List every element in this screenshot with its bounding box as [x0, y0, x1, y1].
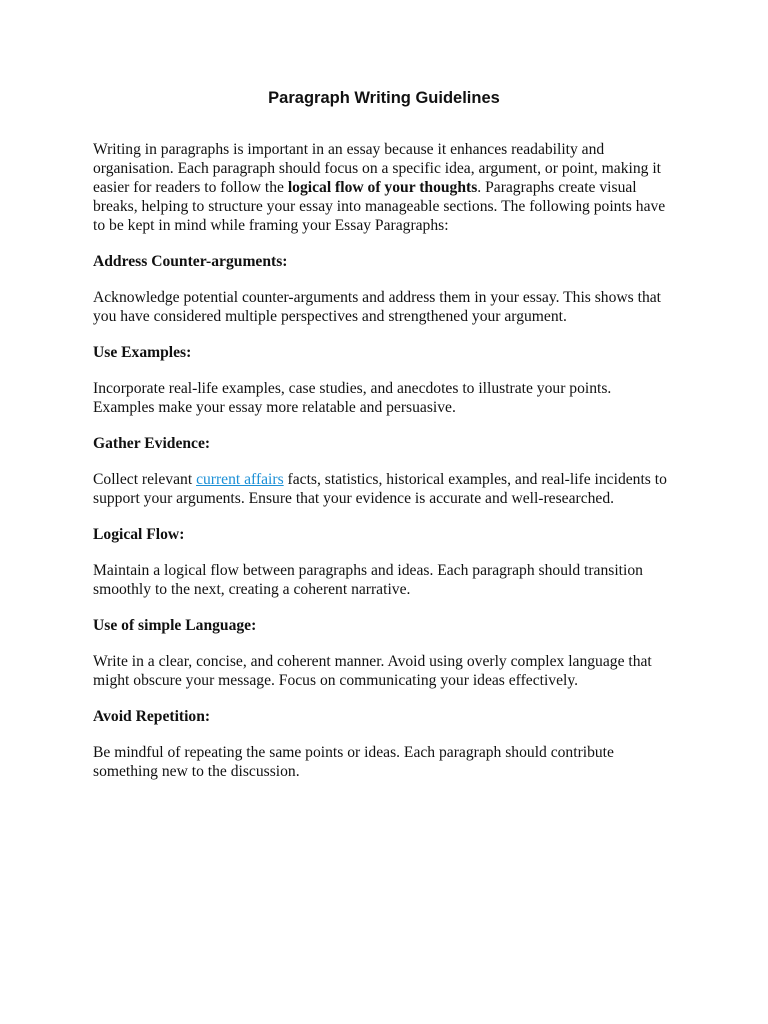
section-heading-use-examples: Use Examples: — [93, 344, 192, 361]
section-body-use-examples: Incorporate real-life examples, case studies, and anecdotes to illustrate your points. Examples make your essay more relatable and persuasive. — [93, 380, 612, 416]
intro-bold-phrase: logical flow of your thoughts — [287, 179, 478, 196]
page-title: Paragraph Writing Guidelines — [268, 89, 500, 107]
intro-text-2: . Paragraphs create visual breaks, helping to structure your essay into manageable sections. The following points have to be kept in mind while framing your Essay Paragraphs: — [93, 179, 666, 234]
section-heading-simple-language: Use of simple Language: — [93, 617, 257, 634]
evidence-text-before: Collect relevant — [93, 471, 197, 488]
intro-text-1: Writing in paragraphs is important in an essay because it enhances readability and organisation. Each paragraph should focus on a specific idea, argument, or point, making it easier for readers to follow the — [93, 141, 662, 196]
section-heading-avoid-repetition: Avoid Repetition: — [93, 708, 211, 725]
section-body-logical-flow: Maintain a logical flow between paragraphs and ideas. Each paragraph should transition smoothly to the next, creating a coherent narrative. — [93, 562, 643, 598]
section-body-gather-evidence — [93, 470, 675, 508]
current-affairs-link[interactable]: current affairs — [196, 471, 284, 488]
section-heading-counter-arguments: Address Counter-arguments: — [93, 253, 288, 270]
section-body-simple-language: Write in a clear, concise, and coherent manner. Avoid using overly complex language that might obscure your message. Focus on communicating your ideas effectively. — [93, 653, 652, 689]
evidence-text-after: facts, statistics, historical examples, and real-life incidents to support your arguments. Ensure that your evidence is accurate and well-researched. — [93, 471, 667, 507]
section-heading-logical-flow: Logical Flow: — [93, 526, 185, 543]
intro-paragraph — [93, 140, 675, 235]
section-body-counter-arguments: Acknowledge potential counter-arguments and address them in your essay. This shows that you have considered multiple perspectives and strengthened your argument. — [93, 289, 662, 325]
section-body-avoid-repetition: Be mindful of repeating the same points or ideas. Each paragraph should contribute something new to the discussion. — [93, 744, 614, 780]
section-heading-gather-evidence: Gather Evidence: — [93, 435, 211, 452]
